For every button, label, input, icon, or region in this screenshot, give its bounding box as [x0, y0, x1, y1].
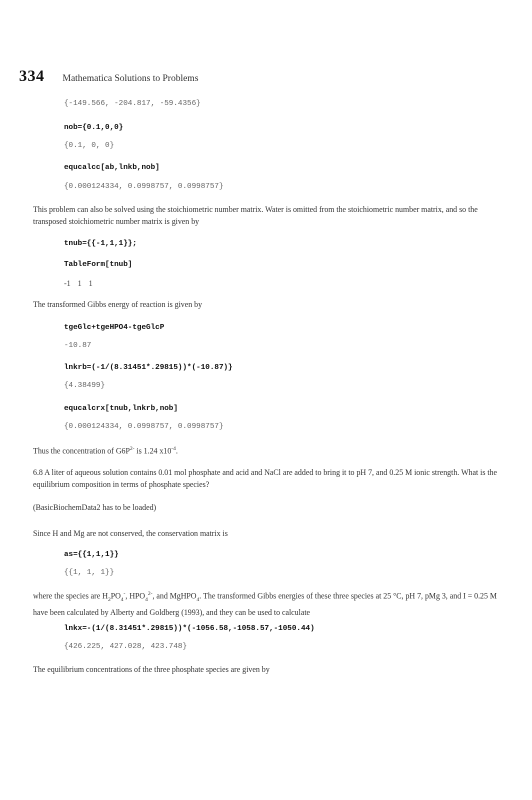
sentence-text: , and MgHPO	[152, 591, 197, 601]
input-cell: equcalcc[ab,lnkb,nob]	[64, 164, 160, 172]
output-cell: {0.000124334, 0.0998757, 0.0998757}	[64, 183, 224, 191]
output-cell: {4.38499}	[64, 382, 106, 390]
output-cell: {{1, 1, 1}}	[64, 569, 115, 577]
output-cell: {0.1, 0, 0}	[64, 142, 115, 150]
input-cell: lnkx=-(1/(8.31451*.29815))*(-1056.58,-1058.57,-1050.44)	[64, 625, 315, 633]
sentence-text: where the species are H	[33, 591, 108, 601]
charge-superscript: -	[123, 591, 126, 597]
subscript: 2	[107, 597, 111, 604]
input-cell: nob={0.1,0,0}	[64, 124, 124, 132]
input-cell: as={{1,1,1}}	[64, 551, 119, 559]
sentence-text: , HPO	[125, 591, 146, 601]
subscript: 4	[145, 597, 148, 604]
output-cell: {-149.566, -204.817, -59.4356}	[64, 100, 201, 108]
output-cell: {0.000124334, 0.0998757, 0.0998757}	[64, 423, 224, 431]
input-cell: tnub={{-1,1,1}};	[64, 240, 137, 248]
input-cell: tgeGlc+tgeHPO4-tgeGlcP	[64, 324, 165, 332]
charge-superscript: 2-	[147, 591, 153, 597]
species-paragraph	[33, 589, 513, 618]
input-cell: lnkrb=(-1/(8.31451*.29815))*(-10.87)}	[64, 364, 233, 372]
table-output: -1 1 1	[64, 279, 93, 288]
sentence-text: . The transformed Gibbs energies of these three species at 25 °C, pH 7, pMg 3, and I = 0.25 M have been calculated by Alberty and Goldberg (1993), and they can be used to calculate	[33, 591, 497, 617]
page-number: 334	[19, 68, 45, 85]
body-paragraph: The transformed Gibbs energy of reaction is given by	[33, 300, 203, 309]
problem-statement: 6.8 A liter of aqueous solution contains 0.01 mol phosphate and acid and NaCl are added to bring it to pH 7, and 0.25 M ionic strength. What is the equilibrium composition in terms of phosphate species?	[33, 468, 498, 489]
output-cell: -10.87	[64, 342, 92, 350]
body-paragraph: Since H and Mg are not conserved, the conservation matrix is	[33, 529, 228, 538]
subscript: 4	[120, 597, 124, 604]
exponent-superscript: -4	[171, 446, 176, 452]
result-sentence	[33, 444, 513, 457]
running-title: Mathematica Solutions to Problems	[62, 74, 199, 84]
sentence-text: is 1.24 x10	[134, 446, 172, 456]
sentence-text: PO	[110, 591, 121, 601]
charge-superscript: 2-	[129, 446, 135, 452]
sentence-text: .	[175, 446, 178, 456]
body-paragraph: The equilibrium concentrations of the three phosphate species are given by	[33, 665, 270, 674]
body-paragraph: (BasicBiochemData2 has to be loaded)	[33, 503, 157, 512]
sentence-text: Thus the concentration of G6P	[33, 446, 130, 456]
output-cell: {426.225, 427.028, 423.748}	[64, 643, 188, 651]
subscript: 4	[196, 597, 200, 604]
input-cell: equcalcrx[tnub,lnkrb,nob]	[64, 405, 178, 413]
input-cell: TableForm[tnub]	[64, 261, 133, 269]
page-header	[19, 68, 198, 86]
body-paragraph: This problem can also be solved using the stoichiometric number matrix. Water is omitted from the stoichiometric number matrix, and so the transposed stoichiometric number matrix is given by	[33, 205, 478, 226]
